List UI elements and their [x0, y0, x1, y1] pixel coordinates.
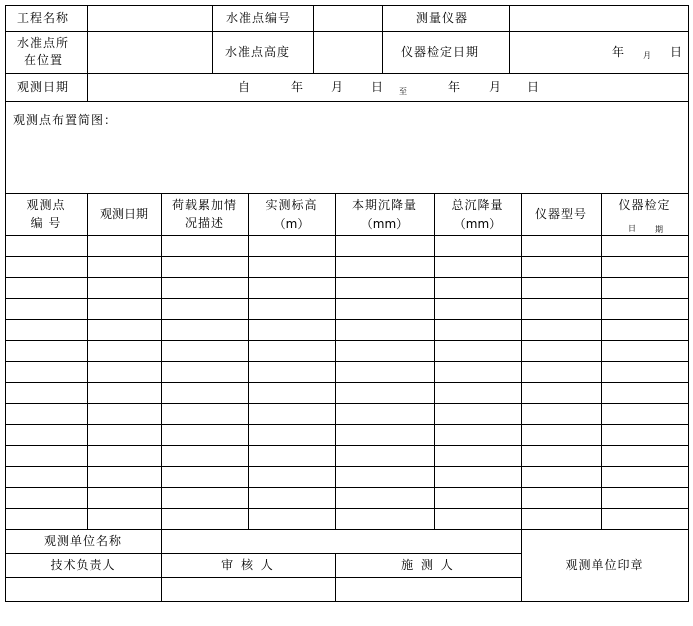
- rule: [434, 193, 435, 529]
- rule: [87, 5, 88, 101]
- observation-month-unit: 月: [489, 80, 503, 94]
- rule: [509, 5, 510, 73]
- rule: [5, 256, 688, 257]
- benchmark-height-label: 水准点高度: [225, 45, 291, 59]
- col-total-settlement-unit: （mm）: [453, 217, 502, 231]
- rule-bottom: [5, 601, 688, 602]
- benchmark-number-label: 水准点编号: [226, 11, 292, 25]
- observation-day-unit: 日: [371, 80, 385, 94]
- observation-year-unit: 年: [291, 80, 305, 94]
- layout-sketch-label: 观测点布置简图：: [13, 113, 118, 127]
- rule: [5, 101, 688, 102]
- col-calibration-date: 日: [628, 224, 636, 233]
- rule: [5, 361, 688, 362]
- rule: [5, 31, 688, 32]
- rule: [5, 577, 521, 578]
- col-measured-elevation: 实测标高: [265, 198, 318, 212]
- rule-left: [5, 5, 6, 602]
- col-point-number: 编 号: [30, 216, 62, 230]
- rule-right: [688, 5, 689, 602]
- rule: [5, 235, 688, 236]
- observation-to: 至: [399, 87, 407, 96]
- observation-date-label: 观测日期: [17, 80, 70, 94]
- col-current-settlement-unit: （mm）: [360, 217, 409, 231]
- calibration-day-unit: 日: [670, 45, 684, 59]
- rule: [5, 487, 688, 488]
- technical-lead-label: 技术负责人: [50, 558, 116, 572]
- rule: [5, 553, 521, 554]
- rule: [5, 73, 688, 74]
- benchmark-location-label: 水准点所: [17, 36, 70, 50]
- rule: [5, 445, 688, 446]
- instrument-label: 测量仪器: [416, 11, 469, 25]
- rule: [521, 193, 522, 601]
- rule: [5, 193, 688, 194]
- rule: [248, 193, 249, 529]
- project-name-label: 工程名称: [17, 11, 70, 25]
- rule-top: [5, 5, 688, 6]
- rule: [5, 466, 688, 467]
- col-load-description: 况描述: [184, 216, 224, 230]
- observation-day-unit: 日: [527, 80, 541, 94]
- observation-from: 自: [238, 80, 252, 94]
- col-calibration-date: 期: [655, 225, 663, 234]
- rule: [212, 5, 213, 73]
- rule: [5, 382, 688, 383]
- rule: [5, 340, 688, 341]
- rule: [382, 5, 383, 73]
- surveyor-label: 施 测 人: [401, 558, 455, 572]
- col-instrument-model: 仪器型号: [534, 207, 587, 221]
- rule: [5, 508, 688, 509]
- benchmark-location-label: 在位置: [24, 53, 64, 67]
- col-calibration-date: 仪器检定: [618, 198, 671, 212]
- observation-unit-seal-label: 观测单位印章: [565, 558, 644, 572]
- rule: [313, 5, 314, 73]
- reviewer-label: 审 核 人: [221, 558, 275, 572]
- observation-month-unit: 月: [331, 80, 345, 94]
- rule: [5, 298, 688, 299]
- calibration-date-label: 仪器检定日期: [401, 45, 480, 59]
- rule: [161, 193, 162, 601]
- rule: [5, 403, 688, 404]
- rule: [335, 193, 336, 529]
- rule: [5, 277, 688, 278]
- col-point-number: 观测点: [26, 198, 66, 212]
- col-current-settlement: 本期沉降量: [351, 198, 417, 212]
- col-load-description: 荷载累加情: [171, 198, 237, 212]
- col-total-settlement: 总沉降量: [451, 198, 504, 212]
- calibration-month-unit: 月: [643, 51, 651, 60]
- observation-unit-name-label: 观测单位名称: [43, 534, 122, 548]
- rule: [87, 193, 88, 529]
- col-observation-date: 观测日期: [99, 207, 148, 221]
- observation-year-unit: 年: [448, 80, 462, 94]
- rule: [601, 193, 602, 529]
- rule: [5, 319, 688, 320]
- calibration-year-unit: 年: [612, 45, 626, 59]
- rule: [5, 529, 688, 530]
- rule: [5, 424, 688, 425]
- col-measured-elevation-unit: （m）: [273, 217, 310, 231]
